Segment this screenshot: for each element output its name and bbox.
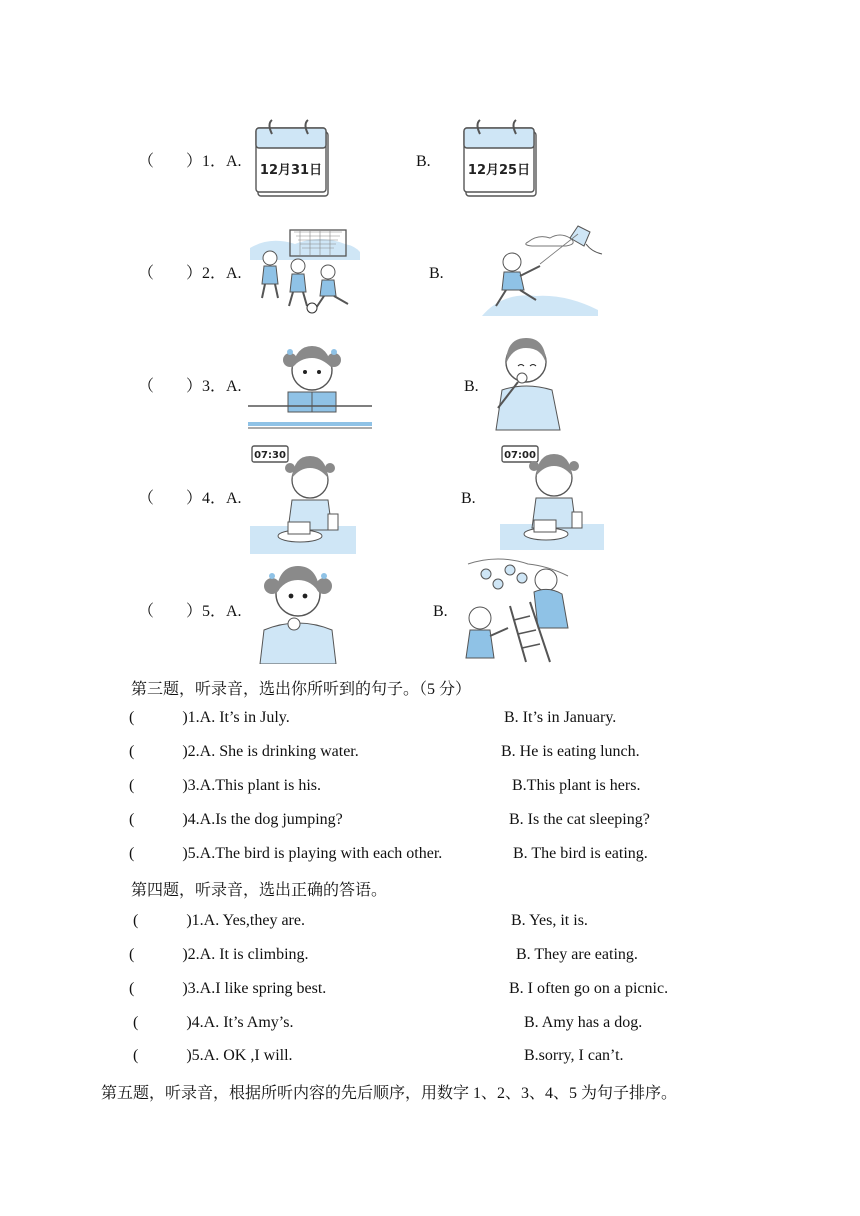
calendar-b-text: 12月25日 bbox=[467, 163, 531, 178]
item-4-option-b: B. bbox=[461, 490, 476, 507]
picking-apples-image bbox=[462, 556, 572, 669]
calendar-a-text: 12月31日 bbox=[259, 163, 323, 178]
s3-row3-option-b: B.This plant is hers. bbox=[512, 777, 641, 794]
girl-breakfast-0700-image bbox=[500, 444, 604, 557]
boy-flying-kite-image bbox=[478, 220, 604, 325]
s4-row5-option-b: B.sorry, I can’t. bbox=[524, 1047, 624, 1064]
item-4-number: （ ）4．A. bbox=[138, 490, 242, 507]
item-3-number: （ ）3．A. bbox=[138, 378, 242, 395]
girl-reading-book-image bbox=[248, 338, 374, 437]
item-2-number: （ ）2．A. bbox=[138, 265, 242, 282]
s3-row5-option-a: ( )5.A.The bird is playing with each other. bbox=[129, 845, 443, 862]
s4-row1-option-a: ( )1.A. Yes,they are. bbox=[133, 912, 305, 929]
s4-row2-option-a: ( )2.A. It is climbing. bbox=[129, 946, 309, 963]
clock-b-text: 07:00 bbox=[504, 450, 536, 461]
s4-row4-option-a: ( )4.A. It’s Amy’s. bbox=[133, 1014, 294, 1031]
item-1-option-b: B. bbox=[416, 153, 431, 170]
s3-row4-option-a: ( )4.A.Is the dog jumping? bbox=[129, 811, 343, 828]
item-5-number: （ ）5．A. bbox=[138, 603, 242, 620]
s3-row3-option-a: ( )3.A.This plant is his. bbox=[129, 777, 321, 794]
item-1-number: （ ）1．A. bbox=[138, 153, 242, 170]
item-2-option-b: B. bbox=[429, 265, 444, 282]
calendar-dec25-image bbox=[460, 116, 542, 205]
s3-row4-option-b: B. Is the cat sleeping? bbox=[509, 811, 650, 828]
s3-row2-option-a: ( )2.A. She is drinking water. bbox=[129, 743, 359, 760]
section4-heading: 第四题，听录音，选出正确的答语。 bbox=[131, 882, 388, 899]
girl-portrait-image bbox=[254, 560, 344, 669]
item-3-option-b: B. bbox=[464, 378, 479, 395]
s4-row5-option-a: ( )5.A. OK ,I will. bbox=[133, 1047, 293, 1064]
s4-row2-option-b: B. They are eating. bbox=[516, 946, 638, 963]
s4-row3-option-a: ( )3.A.I like spring best. bbox=[129, 980, 327, 997]
s4-row4-option-b: B. Amy has a dog. bbox=[524, 1014, 643, 1031]
calendar-dec31-image bbox=[252, 116, 334, 205]
section5-heading: 第五题，听录音，根据所听内容的先后顺序，用数字 1、2、3、4、5 为句子排序。 bbox=[101, 1085, 678, 1102]
clock-a-text: 07:30 bbox=[254, 450, 286, 461]
boys-playing-football-image bbox=[250, 226, 360, 323]
section3-heading: 第三题，听录音，选出你所听到的句子。（5 分） bbox=[131, 681, 472, 698]
s3-row5-option-b: B. The bird is eating. bbox=[513, 845, 648, 862]
s3-row2-option-b: B. He is eating lunch. bbox=[501, 743, 640, 760]
girl-breakfast-0730-image bbox=[248, 444, 358, 559]
s3-row1-option-b: B. It’s in January. bbox=[504, 709, 617, 726]
s4-row1-option-b: B. Yes, it is. bbox=[511, 912, 588, 929]
s3-row1-option-a: ( )1.A. It’s in July. bbox=[129, 709, 290, 726]
s4-row3-option-b: B. I often go on a picnic. bbox=[509, 980, 669, 997]
girl-eating-ice-cream-image bbox=[488, 334, 568, 447]
item-5-option-b: B. bbox=[433, 603, 448, 620]
